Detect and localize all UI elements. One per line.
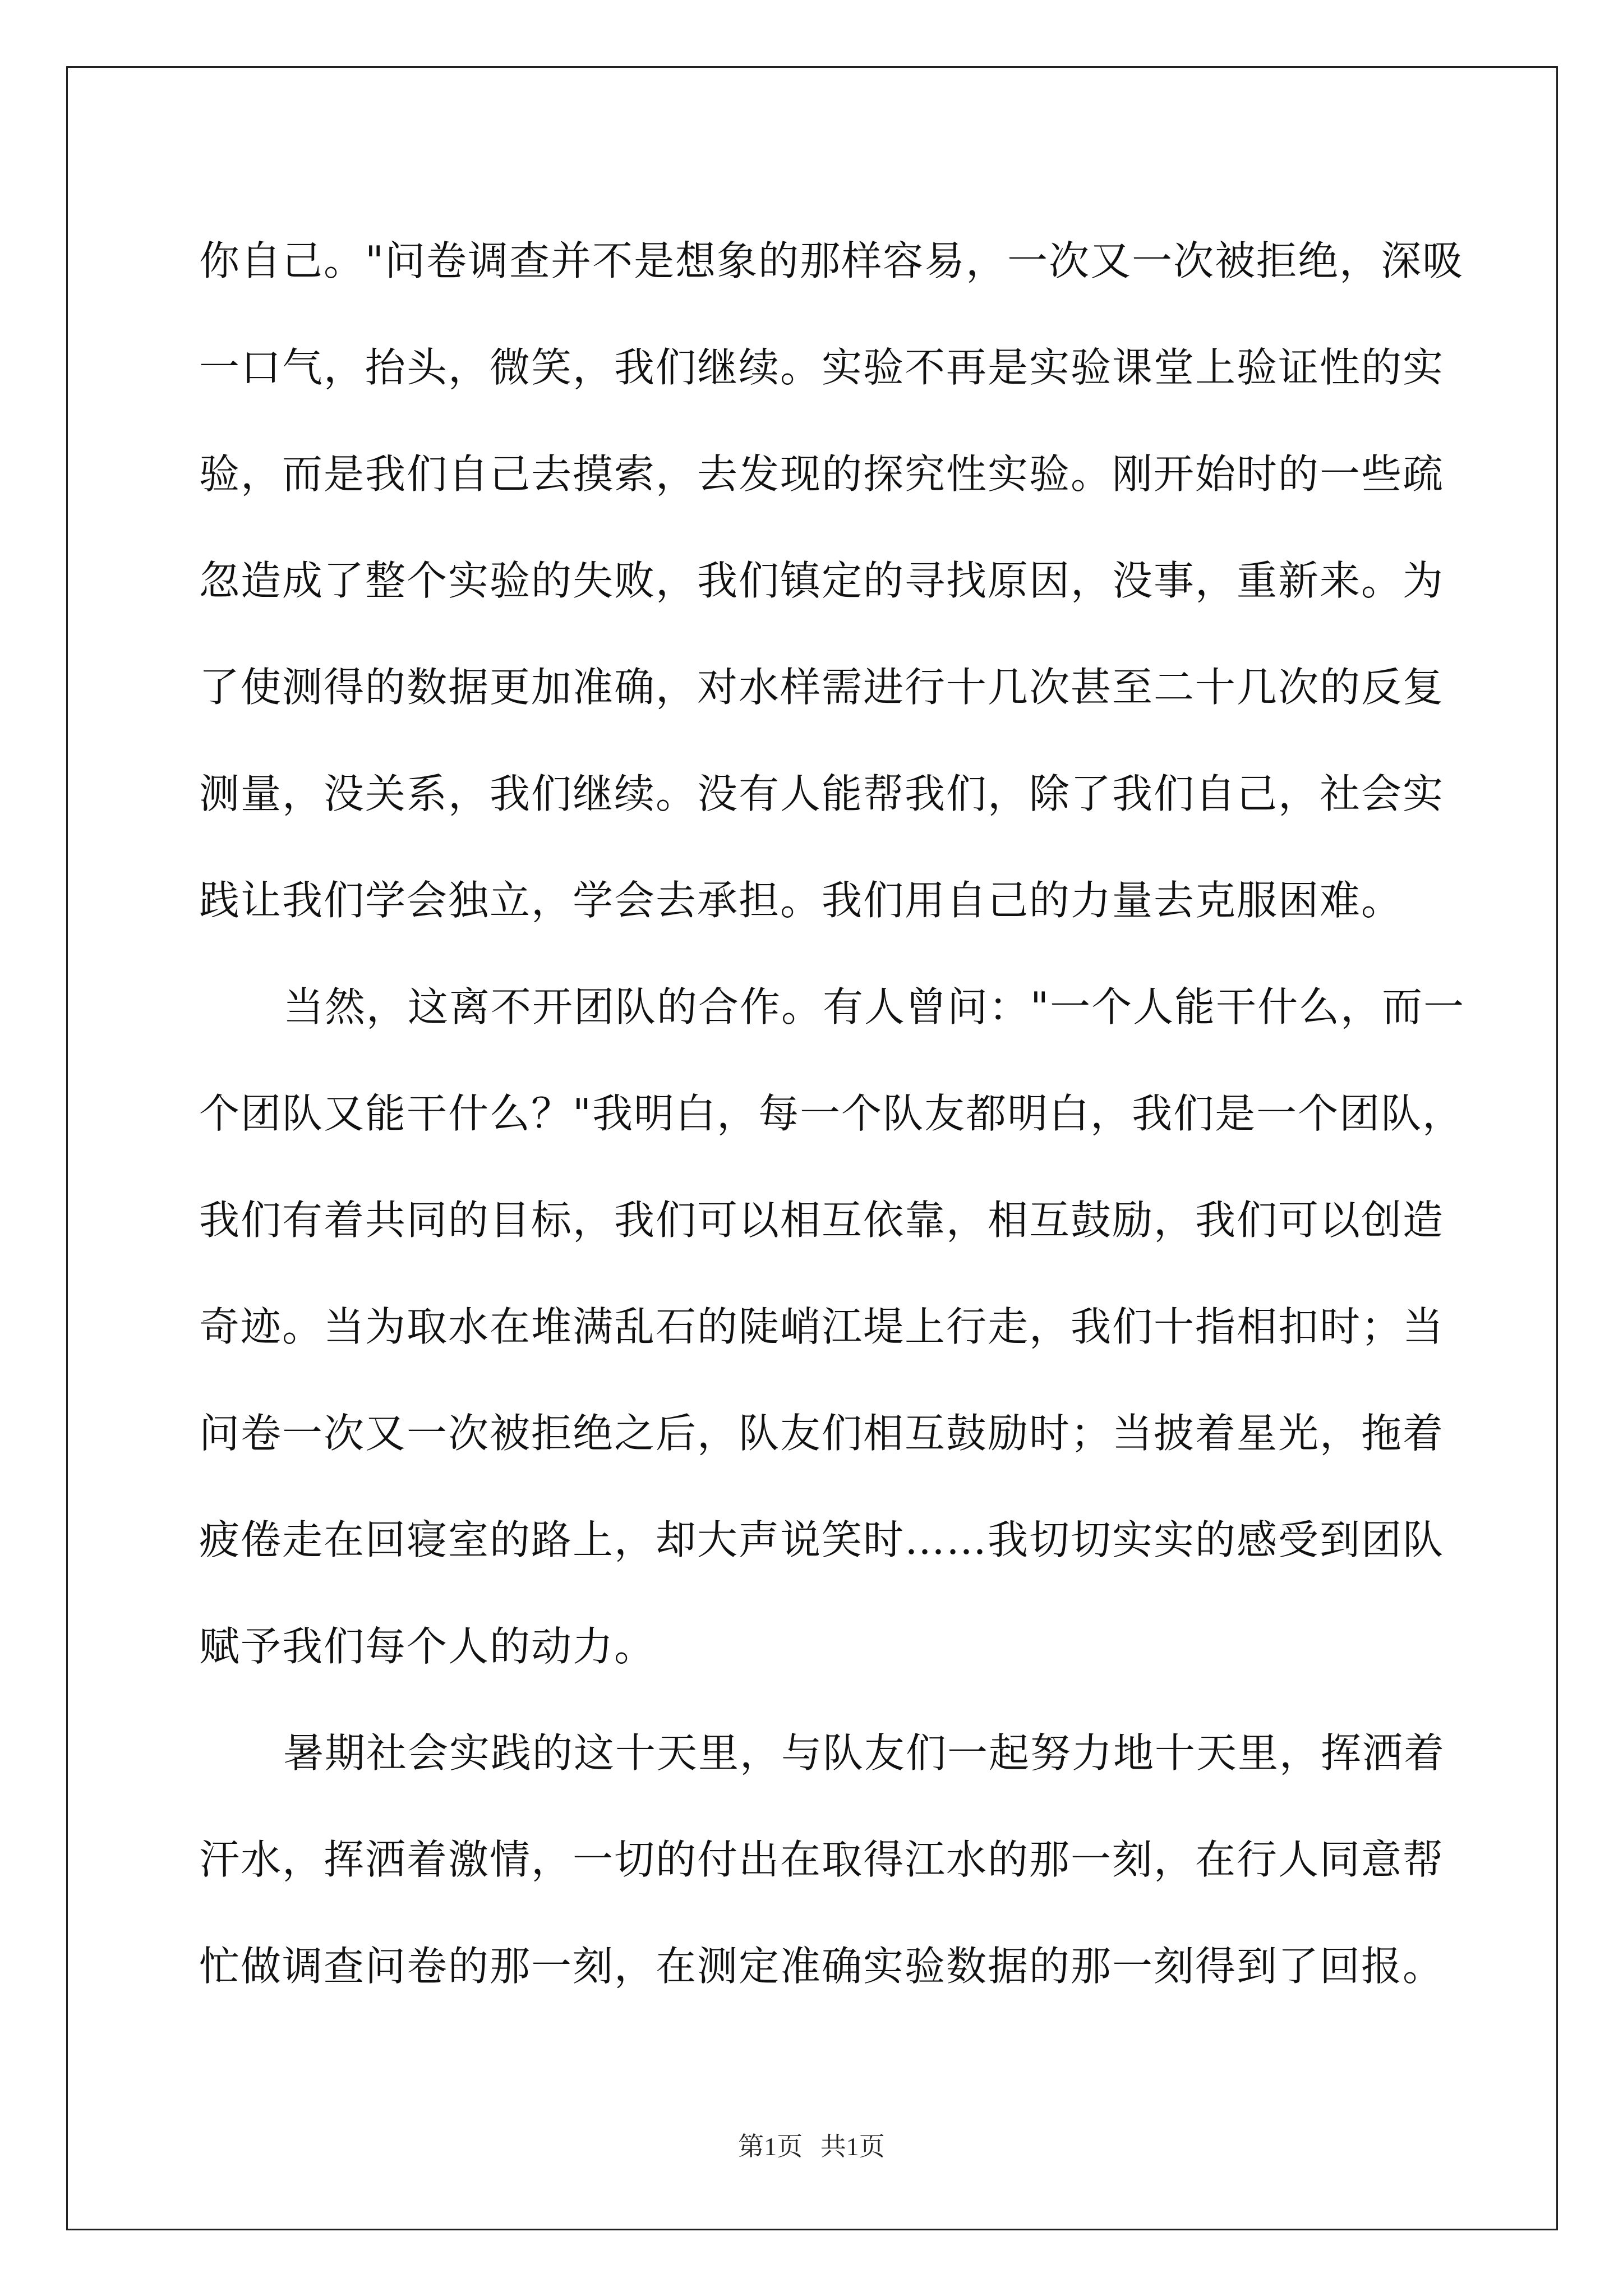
- text-line: 疲倦走在回寝室的路上，却大声说笑时……我切切实实的感受到团队: [199, 1516, 1445, 1563]
- page-total: 共1页: [820, 2132, 885, 2161]
- text-line: 践让我们学会独立，学会去承担。我们用自己的力量去克服困难。: [199, 877, 1403, 924]
- paragraph-2: [199, 954, 1465, 1700]
- text-line: 一口气，抬头，微笑，我们继续。实验不再是实验课堂上验证性的实: [199, 344, 1445, 391]
- text-line: 了使测得的数据更加准确，对水样需进行十几次甚至二十几次的反复: [199, 664, 1445, 711]
- text-line: 奇迹。当为取水在堆满乱石的陡峭江堤上行走，我们十指相扣时；当: [199, 1303, 1445, 1350]
- text-line: 我们有着共同的目标，我们可以相互依靠，相互鼓励，我们可以创造: [199, 1197, 1445, 1244]
- page-number: 第1页: [738, 2132, 803, 2161]
- text-line: 问卷一次又一次被拒绝之后，队友们相互鼓励时；当披着星光，拖着: [199, 1410, 1445, 1457]
- text-line: 忙做调查问卷的那一刻，在测定准确实验数据的那一刻得到了回报。: [199, 1943, 1445, 1990]
- text-line: 忽造成了整个实验的失败，我们镇定的寻找原因，没事，重新来。为: [199, 557, 1445, 604]
- text-line: 汗水，挥洒着激情，一切的付出在取得江水的那一刻，在行人同意帮: [199, 1836, 1445, 1883]
- document-body: [199, 208, 1465, 2019]
- text-line: 测量，没关系，我们继续。没有人能帮我们，除了我们自己，社会实: [199, 770, 1445, 817]
- paragraph-1: [199, 208, 1464, 954]
- text-line: 你自己。"问卷调查并不是想象的那样容易，一次又一次被拒绝，深吸: [199, 237, 1464, 284]
- page-footer: [0, 2126, 1623, 2163]
- paragraph-3: [199, 1700, 1455, 2019]
- text-line: 当然，这离不开团队的合作。有人曾问："一个人能干什么，而一: [283, 983, 1465, 1030]
- text-line: 验，而是我们自己去摸索，去发现的探究性实验。刚开始时的一些疏: [199, 450, 1445, 498]
- text-line: 个团队又能干什么？"我明白，每一个队友都明白，我们是一个团队，: [199, 1090, 1464, 1137]
- text-line: 暑期社会实践的这十天里，与队友们一起努力地十天里，挥洒着: [283, 1729, 1446, 1777]
- text-line: 赋予我们每个人的动力。: [199, 1623, 656, 1670]
